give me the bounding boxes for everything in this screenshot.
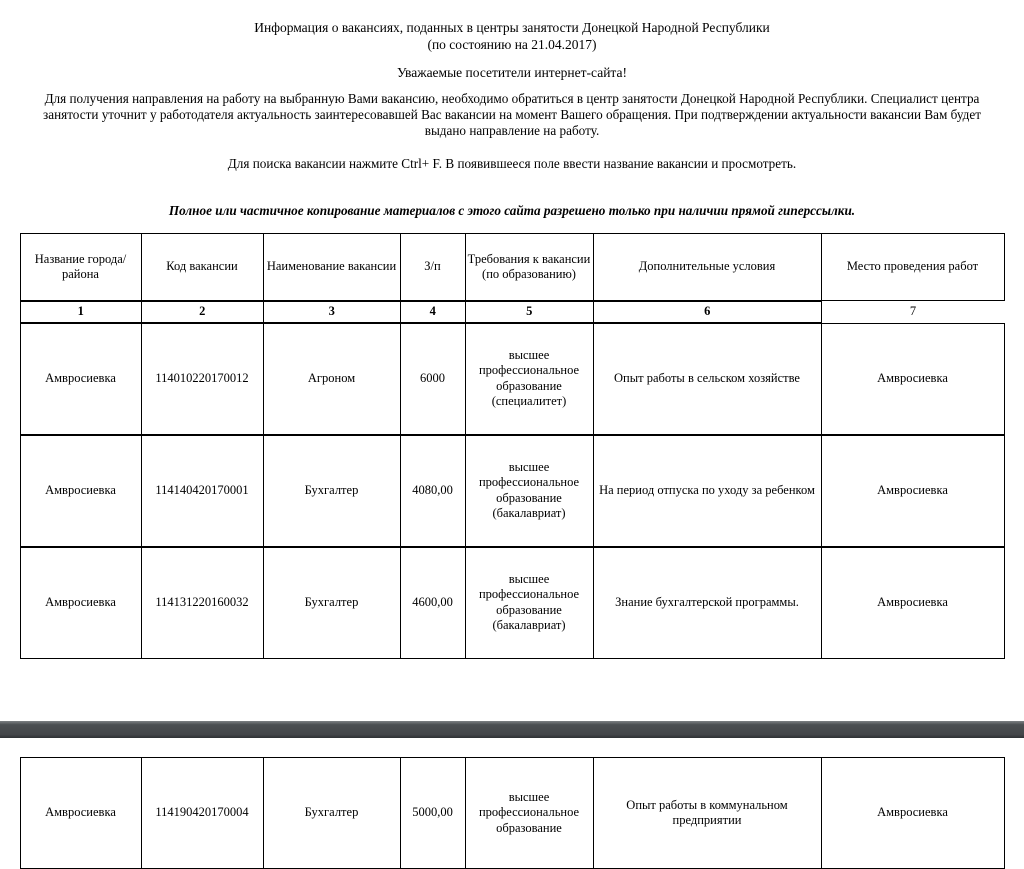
column-number-4: 4 [400, 302, 465, 323]
cell-conditions: Опыт работы в коммунальном предприятии [593, 758, 821, 869]
header-cell-location: Место проведения работ [821, 234, 1004, 301]
column-numbers-row [20, 301, 1005, 323]
column-number-2: 2 [141, 302, 263, 323]
header-cell-vacancy: Наименование вакансии [263, 234, 400, 301]
cell-vacancy: Агроном [263, 323, 400, 434]
column-number-7: 7 [909, 304, 917, 318]
page-title-line1: Информация о вакансиях, поданных в центры занятости Донецкой Народной Республики [254, 20, 770, 35]
column-number-cells [20, 302, 1004, 323]
cell-vacancy: Бухгалтер [263, 547, 400, 658]
cell-salary: 6000 [400, 323, 465, 434]
header-cell-education: Требования к вакансии (по образованию) [465, 234, 593, 301]
cell-salary: 4080,00 [400, 435, 465, 546]
cell-vacancy: Бухгалтер [263, 758, 400, 869]
cell-city: Амвросиевка [20, 435, 141, 546]
cell-code: 114140420170001 [141, 435, 263, 546]
cell-education: высшее профессиональное образование [465, 758, 593, 869]
document-page-2 [0, 738, 1024, 869]
cell-code: 114010220170012 [141, 323, 263, 434]
page-title-date: (по состоянию на 21.04.2017) [427, 36, 597, 52]
copyright-notice: Полное или частичное копирование материалов с этого сайта разрешено только при наличии прямой гиперссылки. [168, 203, 856, 218]
cell-location: Амвросиевка [821, 323, 1004, 434]
cell-vacancy: Бухгалтер [263, 435, 400, 546]
cell-city: Амвросиевка [20, 323, 141, 434]
column-number-5: 5 [465, 302, 593, 323]
cell-conditions: На период отпуска по уходу за ребенком [593, 435, 821, 546]
header-cell-salary: З/п [400, 234, 465, 301]
cell-code: 114131220160032 [141, 547, 263, 658]
table-row [20, 435, 1005, 547]
cell-city: Амвросиевка [20, 758, 141, 869]
cell-location: Амвросиевка [821, 758, 1004, 869]
cell-location: Амвросиевка [821, 547, 1004, 658]
column-number-1: 1 [20, 302, 141, 323]
cell-conditions: Опыт работы в сельском хозяйстве [593, 323, 821, 434]
cell-salary: 4600,00 [400, 547, 465, 658]
header-cell-conditions: Дополнительные условия [593, 234, 821, 301]
table-header-row [20, 234, 1004, 301]
intro-paragraph: Для получения направления на работу на выбранную Вами вакансию, необходимо обратиться в центр занятости Донецкой Народной Республики. Специалист центра занятости уточнит у работодателя актуальность заинтересовавшей Вас вакансии на момент Вашего обращения. При подтверждении актуальности вакансии Вам будет выдано направление на работу. [43, 91, 981, 138]
cell-location: Амвросиевка [821, 435, 1004, 546]
cell-education: высшее профессиональное образование (специалитет) [465, 323, 593, 434]
column-number-6: 6 [593, 302, 821, 323]
cell-salary: 5000,00 [400, 758, 465, 869]
cell-code: 114190420170004 [141, 758, 263, 869]
table-row [20, 547, 1005, 659]
column-number-3: 3 [263, 302, 400, 323]
page-separator [0, 721, 1024, 738]
cell-conditions: Знание бухгалтерской программы. [593, 547, 821, 658]
cell-city: Амвросиевка [20, 547, 141, 658]
page-title [0, 20, 1024, 53]
table-row [20, 323, 1005, 435]
cell-education: высшее профессиональное образование (бакалавриат) [465, 547, 593, 658]
greeting-text: Уважаемые посетители интернет-сайта! [397, 65, 627, 80]
cell-education: высшее профессиональное образование (бакалавриат) [465, 435, 593, 546]
table-row [20, 757, 1005, 869]
vacancies-table-header [20, 233, 1005, 301]
header-cell-city: Название города/района [20, 234, 141, 301]
search-hint: Для поиска вакансии нажмите Ctrl+ F. В появившееся поле ввести название вакансии и просмотреть. [227, 156, 797, 171]
header-cell-code: Код вакансии [141, 234, 263, 301]
